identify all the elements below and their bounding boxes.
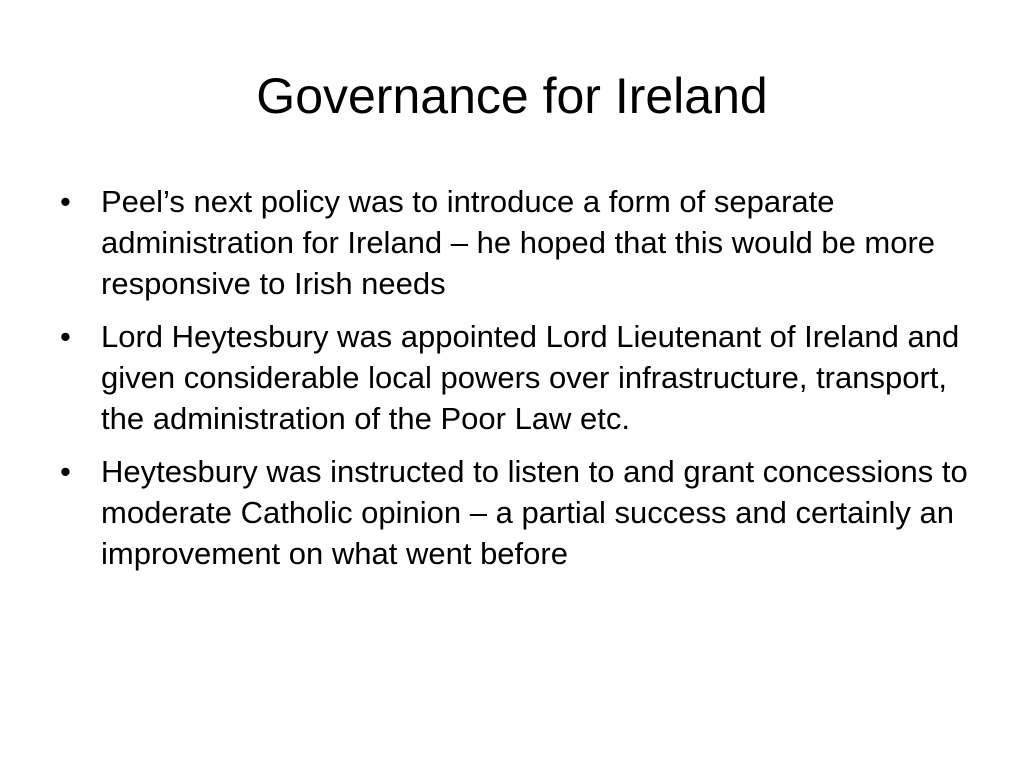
- bullet-list: [60, 181, 970, 586]
- bullet-text: Lord Heytesbury was appointed Lord Lieutenant of Ireland and given considerable local powers over infrastructure, transport, the administration of the Poor Law etc.: [101, 319, 960, 436]
- slide-title: Governance for Ireland: [256, 68, 768, 124]
- bullet-item: [60, 316, 970, 439]
- bullet-point-icon: •: [60, 454, 71, 489]
- bullet-point-icon: •: [60, 184, 71, 219]
- bullet-item: [60, 451, 970, 574]
- bullet-text: Peel’s next policy was to introduce a form of separate administration for Ireland – he hoped that this would be more responsive to Irish needs: [101, 184, 936, 301]
- bullet-item: [60, 181, 970, 304]
- bullet-point-icon: •: [60, 319, 71, 354]
- bullet-text: Heytesbury was instructed to listen to and grant concessions to moderate Catholic opinion – a partial success and certainly an improvement on what went before: [101, 454, 968, 571]
